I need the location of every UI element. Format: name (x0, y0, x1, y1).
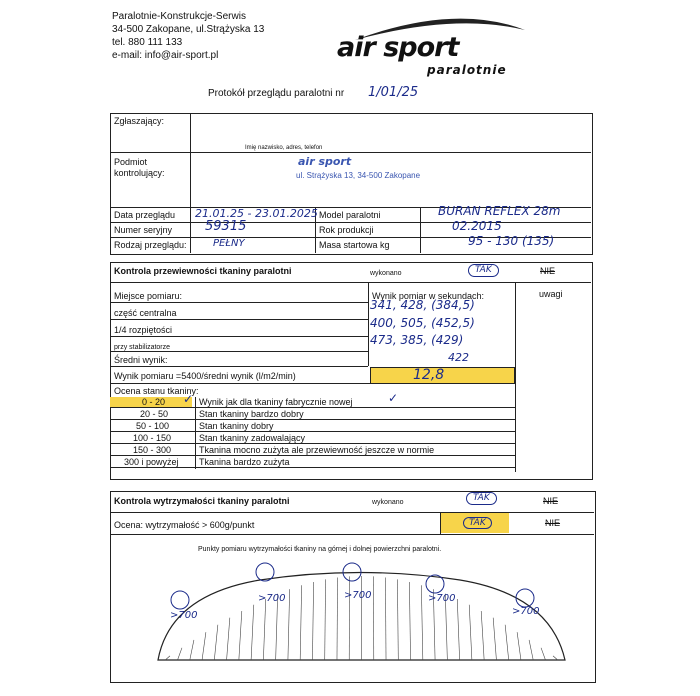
notes-header: uwagi (539, 289, 563, 299)
wing-rib (517, 632, 521, 660)
wing-rib (493, 618, 496, 660)
date-label: Data przeglądu (114, 210, 176, 220)
scale-text-5: Tkanina bardzo zużyta (199, 457, 290, 467)
point-label-0: >700 (170, 610, 198, 621)
row-center-value: 341, 428, (384,5) (370, 298, 475, 312)
company-address: 34-500 Zakopane, ul.Strążyska 13 (112, 24, 265, 35)
porosity-no[interactable]: NIE (540, 266, 556, 276)
wing-rib (529, 640, 533, 660)
protocol-title: Protokół przeglądu paralotni nr (208, 88, 345, 99)
row-stab-value: 473, 385, (429) (370, 333, 464, 347)
scale-text-0: Wynik jak dla tkaniny fabrycznie nowej (199, 397, 353, 407)
porosity-title: Kontrola przewiewności tkaniny paralotni (114, 266, 292, 276)
point-label-3: >700 (428, 593, 456, 604)
airsport-logo (335, 8, 535, 78)
model-value: BURAN REFLEX 28m (438, 204, 561, 218)
scale-range-2: 50 - 100 (136, 421, 170, 431)
scale-range-4: 150 - 300 (133, 445, 172, 455)
applicant-sublabel: Imię nazwisko, adres, telefon (245, 145, 323, 151)
applicant-label: Zgłaszający: (114, 116, 165, 126)
wing-rib (214, 625, 218, 660)
calc-result-box (370, 367, 515, 384)
avg-label: Średni wynik: (114, 355, 168, 365)
scale-text-4: Tkanina mocno zużyta ale przewiewność jeszcze w normie (199, 445, 435, 455)
strength-no[interactable]: NIE (543, 496, 559, 506)
strength-assessment: Ocena: wytrzymałość > 600g/punkt (114, 520, 255, 530)
wing-rib (263, 599, 265, 660)
scale-range-1: 20 - 50 (140, 409, 169, 419)
row-center-label: część centralna (114, 308, 177, 318)
company-phone: tel. 880 111 133 (112, 37, 183, 48)
paraglider-wing-diagram (140, 560, 580, 678)
wing-rib (202, 632, 206, 660)
mass-label: Masa startowa kg (319, 240, 390, 250)
scale-range-5: 300 i powyżej (124, 457, 179, 467)
serial-value: 59315 (205, 219, 247, 234)
model-label: Model paralotni (319, 210, 381, 220)
strength-yes-highlight (441, 513, 509, 533)
logo-sub-text: paralotnie (427, 63, 507, 77)
wing-rib (481, 611, 484, 660)
wing-rib (288, 589, 290, 660)
serial-label: Numer seryjny (114, 225, 173, 235)
wing-rib (227, 618, 230, 660)
mass-value: 95 - 130 (135) (468, 234, 555, 248)
controller-label: Podmiot kontrolujący: (114, 157, 165, 178)
wing-rib (421, 585, 422, 660)
type-label: Rodzaj przeglądu: (114, 240, 187, 250)
wing-rib (190, 640, 194, 660)
row-quarter-value: 400, 505, (452,5) (370, 316, 475, 330)
scale-range-0: 0 - 20 (142, 397, 166, 407)
wing-rib (239, 611, 242, 660)
points-caption: Punkty pomiaru wytrzymałości tkaniny na górnej i dolnej powierzchni paralotni. (198, 546, 442, 553)
wing-rib (165, 656, 170, 660)
porosity-done-label: wykonano (370, 270, 402, 277)
company-name: Paralotnie-Konstrukcje-Serwis (112, 11, 246, 22)
scale-range-3: 100 - 150 (133, 433, 172, 443)
wing-rib (300, 585, 301, 660)
wing-rib (469, 605, 472, 660)
strength-yes[interactable]: TAK (466, 492, 497, 505)
wing-rib (553, 656, 558, 660)
company-email: e-mail: info@air-sport.pl (112, 50, 219, 61)
wing-rib (337, 577, 338, 660)
strength-title: Kontrola wytrzymałości tkaniny paralotni (114, 496, 290, 506)
avg-value: 422 (448, 351, 469, 364)
wing-rib (409, 582, 410, 660)
wing-rib (397, 579, 398, 660)
wing-rib (385, 577, 386, 660)
stamp-address: ul. Strążyska 13, 34-500 Zakopane (296, 171, 421, 180)
result-header: Wynik pomiar w sekundach: (372, 291, 484, 301)
place-header: Miejsce pomiaru: (114, 291, 183, 301)
strength-done-label: wykonano (372, 499, 404, 506)
wing-rib (178, 648, 182, 660)
date-value: 21.01.25 - 23.01.2025 (195, 207, 318, 220)
stamp-logo: air sport (298, 155, 352, 168)
point-label-2: >700 (344, 590, 372, 601)
wing-rib (325, 579, 326, 660)
year-label: Rok produkcji (319, 225, 374, 235)
scale-text-3: Stan tkaniny zadowalający (199, 433, 306, 443)
point-label-4: >700 (512, 606, 540, 617)
wing-rib (312, 582, 313, 660)
wing-rib (541, 648, 545, 660)
wing-rib (251, 605, 254, 660)
scale-text-2: Stan tkaniny dobry (199, 421, 274, 431)
wing-rib (457, 599, 459, 660)
protocol-number: 1/01/25 (368, 85, 419, 100)
scale-text-1: Stan tkaniny bardzo dobry (199, 409, 304, 419)
row-stab-label: przy stabilizatorze (114, 344, 171, 351)
check-mark-icon: ✓ (388, 391, 399, 405)
strength-no-marked: NIE (545, 518, 561, 528)
point-label-1: >700 (258, 593, 286, 604)
strength-yes-marked: TAK (463, 517, 492, 529)
wing-rib (505, 625, 509, 660)
calc-value: 12,8 (413, 367, 445, 383)
row-quarter-label: 1/4 rozpiętości (114, 325, 173, 335)
calc-label: Wynik pomiaru =5400/średni wynik (l/m2/min) (114, 371, 296, 381)
logo-main-text: air sport (337, 32, 459, 63)
year-value: 02.2015 (452, 219, 502, 233)
assessment-label: Ocena stanu tkaniny: (114, 386, 199, 396)
porosity-yes[interactable]: TAK (468, 264, 499, 277)
check-mark-icon: ✓ (183, 392, 194, 406)
type-value: PEŁNY (213, 238, 245, 249)
